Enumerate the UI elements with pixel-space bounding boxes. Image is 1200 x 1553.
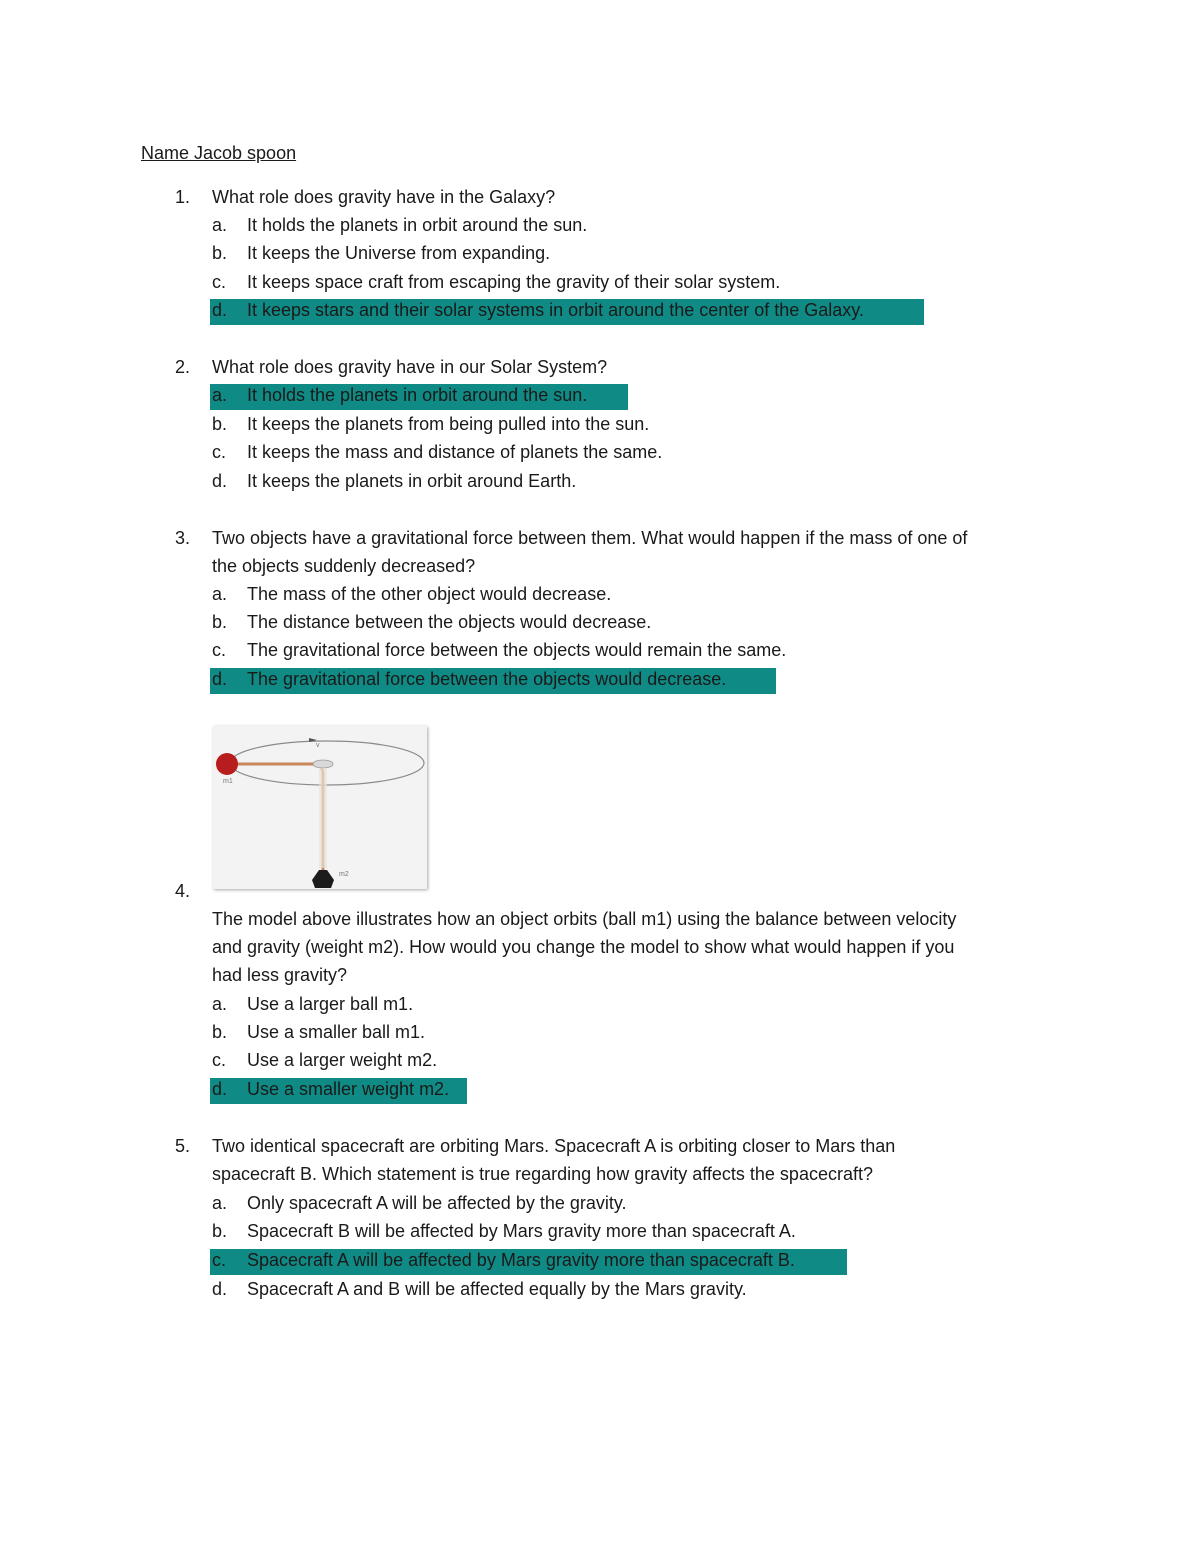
option-text: It keeps the mass and distance of planets the same.: [247, 442, 663, 462]
option-text: Use a larger weight m2.: [247, 1050, 438, 1070]
orbit-model-figure: [213, 726, 427, 889]
question-text: the objects suddenly decreased?: [212, 556, 476, 576]
option-text: It holds the planets in orbit around the sun.: [247, 215, 588, 235]
tube-top: [313, 760, 333, 768]
question-text: The model above illustrates how an object orbits (ball m1) using the balance between velocity: [212, 909, 957, 929]
question-line: [0, 528, 1200, 556]
question-text: had less gravity?: [212, 965, 348, 985]
option-letter: c.: [212, 1250, 227, 1270]
option-text: It keeps space craft from escaping the gravity of their solar system.: [247, 272, 781, 292]
question-text: spacecraft B. Which statement is true regarding how gravity affects the spacecraft?: [212, 1164, 873, 1184]
option-text: Spacecraft A will be affected by Mars gravity more than spacecraft B.: [247, 1250, 795, 1270]
option-letter: a.: [212, 385, 228, 405]
option-text: Use a larger ball m1.: [247, 994, 414, 1014]
option-letter: b.: [212, 414, 228, 434]
option-letter: a.: [212, 215, 228, 235]
option-letter: d.: [212, 471, 228, 491]
option-letter: a.: [212, 1193, 228, 1213]
question-line: [0, 187, 1200, 215]
question-line: [0, 1136, 1200, 1164]
question-number: 2.: [175, 357, 191, 377]
question-line: [0, 357, 1200, 385]
option-letter: c.: [212, 272, 227, 292]
option-letter: d.: [212, 1279, 228, 1299]
option-letter: b.: [212, 1221, 228, 1241]
option-letter: b.: [212, 243, 228, 263]
option-letter: c.: [212, 442, 227, 462]
student-name: Name Jacob spoon: [141, 143, 297, 163]
option-text: The distance between the objects would decrease.: [247, 612, 652, 632]
option-letter: a.: [212, 994, 228, 1014]
option-letter: a.: [212, 584, 228, 604]
question-number: 1.: [175, 187, 191, 207]
tube: [319, 768, 327, 868]
question-line-continued: [0, 937, 1200, 965]
option-text: Only spacecraft A will be affected by the gravity.: [247, 1193, 627, 1213]
option-letter: b.: [212, 612, 228, 632]
option-letter: c.: [212, 640, 227, 660]
question-line: [0, 881, 1200, 909]
question-number: 3.: [175, 528, 191, 548]
m2-label: m2: [339, 871, 349, 878]
ball-m1: [216, 753, 238, 775]
question-text: What role does gravity have in our Solar System?: [212, 357, 608, 377]
option-text: The gravitational force between the objects would remain the same.: [247, 640, 787, 660]
option-letter: d.: [212, 300, 228, 320]
question-number: 5.: [175, 1136, 191, 1156]
question-line: [0, 909, 1200, 937]
option-text: It keeps stars and their solar systems in orbit around the center of the Galaxy.: [247, 300, 864, 320]
question-line-continued: [0, 965, 1200, 993]
option-text: The gravitational force between the objects would decrease.: [247, 669, 727, 689]
option-text: It keeps the planets from being pulled into the sun.: [247, 414, 650, 434]
option-text: Spacecraft B will be affected by Mars gravity more than spacecraft A.: [247, 1221, 796, 1241]
option-text: The mass of the other object would decrease.: [247, 584, 612, 604]
option-letter: d.: [212, 1079, 228, 1099]
orbit-model-drawing: [213, 726, 427, 889]
question-line-continued: [0, 556, 1200, 584]
option-text: It keeps the planets in orbit around Earth.: [247, 471, 577, 491]
question-text: Two identical spacecraft are orbiting Mars. Spacecraft A is orbiting closer to Mars than: [212, 1136, 896, 1156]
question-text: What role does gravity have in the Galaxy?: [212, 187, 556, 207]
option-text: It keeps the Universe from expanding.: [247, 243, 551, 263]
question-text: and gravity (weight m2). How would you change the model to show what would happen if you: [212, 937, 955, 957]
option-text: Use a smaller weight m2.: [247, 1079, 450, 1099]
question-text: Two objects have a gravitational force between them. What would happen if the mass of one of: [212, 528, 968, 548]
option-text: Spacecraft A and B will be affected equally by the Mars gravity.: [247, 1279, 747, 1299]
question-number: 4.: [175, 881, 191, 901]
option-text: Use a smaller ball m1.: [247, 1022, 426, 1042]
m1-label: m1: [223, 778, 233, 785]
question-line-continued: [0, 1164, 1200, 1192]
option-letter: b.: [212, 1022, 228, 1042]
option-text: It holds the planets in orbit around the sun.: [247, 385, 588, 405]
option-letter: d.: [212, 669, 228, 689]
velocity-label: v: [316, 742, 320, 749]
option-letter: c.: [212, 1050, 227, 1070]
